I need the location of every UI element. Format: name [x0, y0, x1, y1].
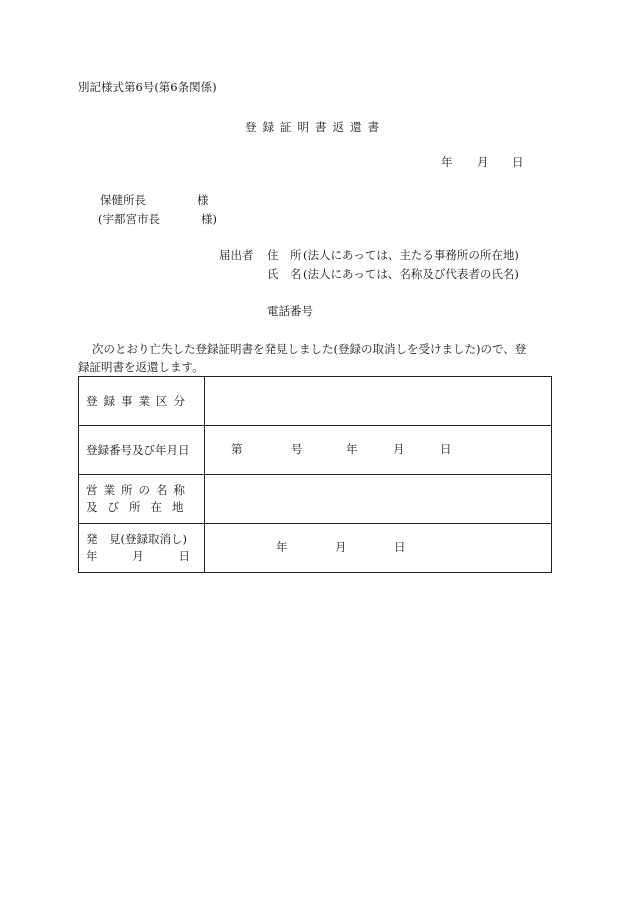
office-label-line-1: 営業所の名称: [86, 483, 191, 497]
statement-line-1: 次のとおり亡失した登録証明書を発見しました(登録の取消しを受けました)ので、登: [92, 342, 527, 356]
discovery-value[interactable]: [205, 524, 552, 573]
reg-go: 号: [291, 442, 303, 456]
discovery-day: 日: [394, 540, 406, 554]
date-month: 月: [477, 155, 489, 169]
registration-number-value[interactable]: [205, 426, 552, 475]
statement-line-2: 録証明書を返還します。: [78, 360, 204, 374]
registration-category-value[interactable]: [205, 377, 552, 426]
addressee-health-center: 保健所長: [100, 193, 146, 207]
office-label-line-2: 及び所在地: [86, 500, 194, 514]
reg-day: 日: [440, 442, 452, 456]
registration-number-label: [79, 426, 205, 475]
discovery-label-line-2: [86, 548, 190, 565]
office-value[interactable]: [205, 475, 552, 524]
discovery-label-month: 月: [132, 549, 144, 563]
discovery-month: 月: [335, 540, 347, 554]
address-note: (法人にあっては、主たる事務所の所在地): [303, 248, 519, 262]
phone-label: 電話番号: [267, 304, 313, 318]
date-day: 日: [512, 155, 524, 169]
return-form-table: [78, 376, 552, 573]
reg-year: 年: [346, 442, 358, 456]
registration-number-label-text: 登録番号及び年月日: [86, 442, 190, 457]
registration-category-label: [79, 377, 205, 426]
applicant-label: 届出者: [219, 248, 254, 262]
addressee-mayor-sama: 様): [201, 212, 217, 226]
name-label: 氏 名: [267, 267, 302, 281]
discovery-label: [79, 524, 205, 573]
addressee-mayor: (宇都宮市長: [98, 212, 160, 226]
discovery-label-day: 日: [178, 549, 190, 563]
table-row: [79, 426, 552, 475]
name-note: (法人にあっては、名称及び代表者の氏名): [303, 267, 519, 281]
date-year: 年: [441, 155, 453, 169]
discovery-year: 年: [276, 540, 288, 554]
table-row: [79, 377, 552, 426]
address-label: 住 所: [267, 248, 302, 262]
discovery-label-line-1: 発 見(登録取消し): [86, 532, 187, 546]
page-title: 登録証明書返還書: [245, 120, 385, 134]
reg-month: 月: [393, 442, 405, 456]
discovery-label-year: 年: [86, 549, 98, 563]
form-reference: 別記様式第6号(第6条関係): [78, 80, 217, 94]
table-row: [79, 524, 552, 573]
addressee-sama: 様: [197, 193, 209, 207]
registration-category-label-text: 登録事業区分: [86, 393, 191, 408]
reg-dai: 第: [231, 442, 243, 456]
office-label: [79, 475, 205, 524]
table-row: [79, 475, 552, 524]
